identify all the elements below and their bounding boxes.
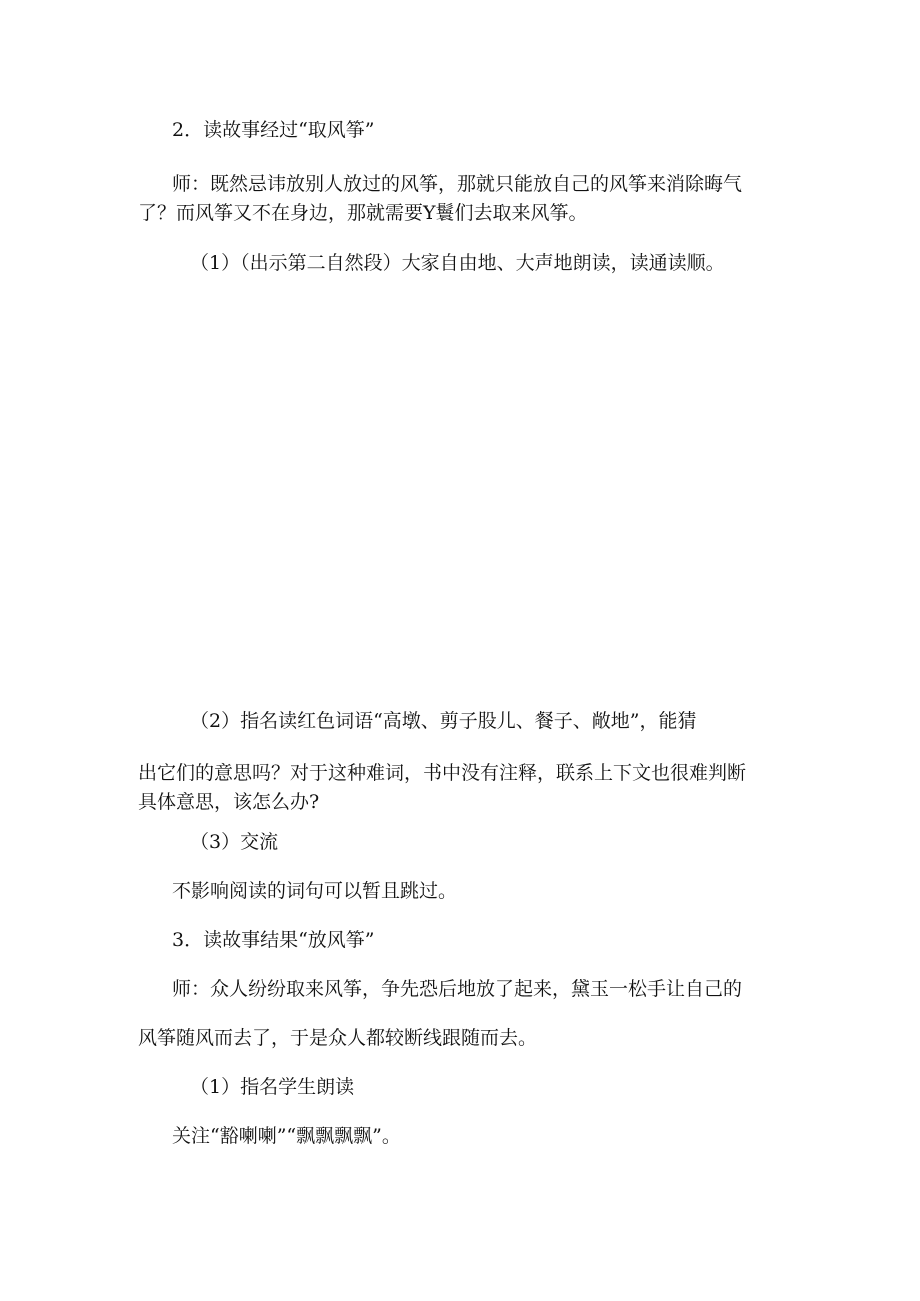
teacher-remark-line: 了？而风筝又不在身边，那就需要Y鬟们去取来风筝。	[138, 202, 588, 224]
section-3-heading: 3．读故事结果“放风筝”	[172, 929, 375, 951]
teacher-remark-line: 风筝随风而去了，于是众人都较断线跟随而去。	[138, 1027, 538, 1049]
reading-focus-note: 关注“豁喇喇”“飘飘飘飘”。	[172, 1125, 401, 1147]
step-2-text-line: 具体意思，该怎么办?	[138, 791, 320, 813]
step-2-text-line: 出它们的意思吗？对于这种难词，书中没有注释，联系上下文也很难判断	[138, 762, 747, 784]
step-1-text: （1）（出示第二自然段）大家自由地、大声地朗读，读通读顺。	[190, 252, 725, 274]
reading-step-1-text: （1）指名学生朗读	[190, 1076, 355, 1098]
step-3-text: （3）交流	[190, 831, 279, 853]
teacher-remark-line: 师：既然忌讳放别人放过的风筝，那就只能放自己的风筝来消除晦气	[172, 173, 743, 195]
step-3-answer: 不影响阅读的词句可以暂且跳过。	[172, 880, 458, 902]
step-2-text-line: （2）指名读红色词语“高墩、剪子股儿、餐子、敞地”，能猜	[190, 710, 697, 732]
teacher-remark-line: 师：众人纷纷取来风筝，争先恐后地放了起来，黛玉一松手让自己的	[172, 978, 743, 1000]
section-2-heading: 2．读故事经过“取风筝”	[172, 119, 375, 141]
